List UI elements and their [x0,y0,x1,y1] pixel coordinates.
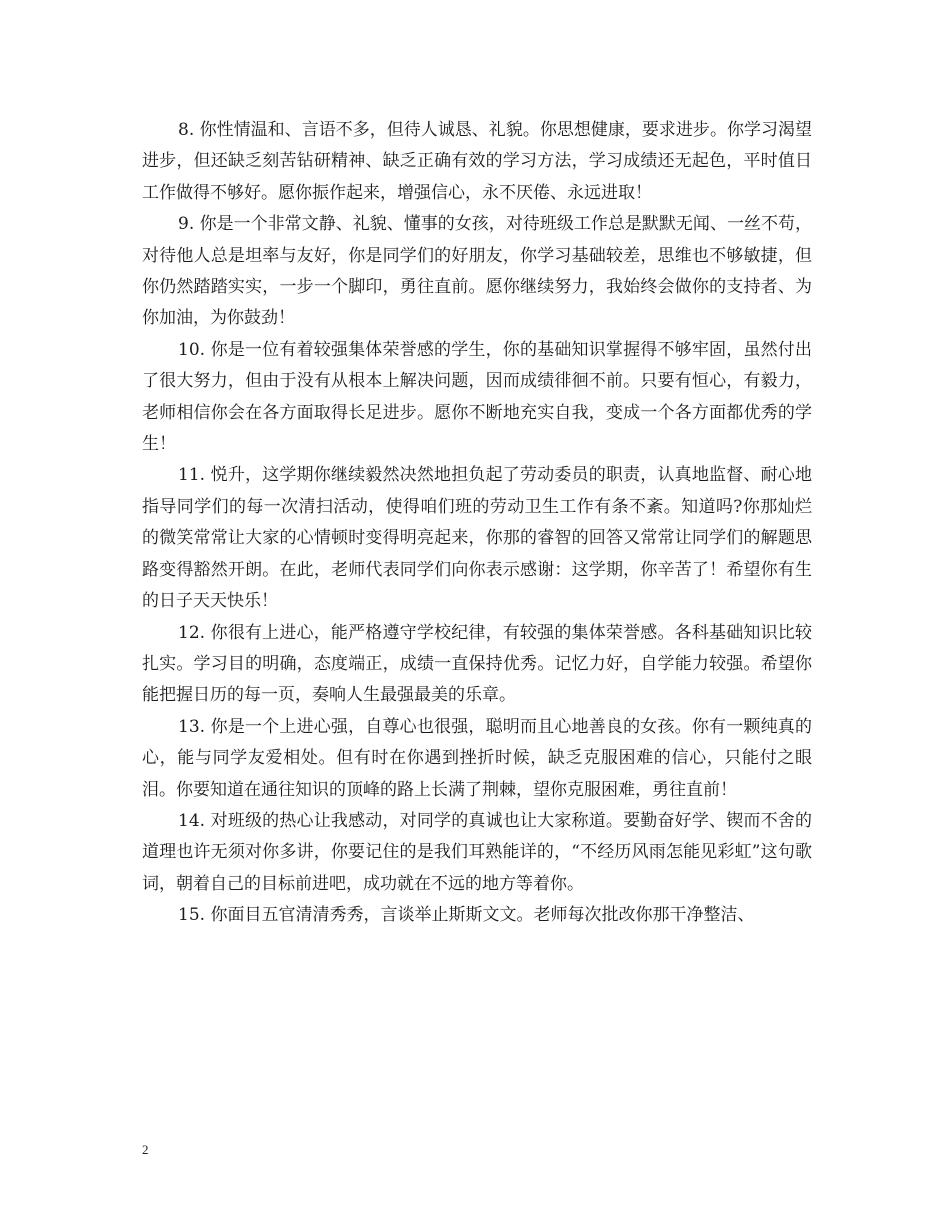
comment-paragraph-10: 10. 你是一位有着较强集体荣誉感的学生，你的基础知识掌握得不够牢固，虽然付出了很大努力，但由于没有从根本上解决问题，因而成绩徘徊不前。只要有恒心，有毅力，老师相信你会在各方面取得长足进步。愿你不断地充实自我，变成一个各方面都优秀的学生！ [142,339,812,455]
comment-paragraph-13: 13. 你是一个上进心强，自尊心也很强，聪明而且心地善良的女孩。你有一颗纯真的心，能与同学友爱相处。但有时在你遇到挫折时候，缺乏克服困难的信心，只能付之眼泪。你要知道在通往知识的顶峰的路上长满了荆棘，望你克服困难，勇往直前！ [142,716,812,800]
comment-paragraph-8: 8. 你性情温和、言语不多，但待人诚恳、礼貌。你思想健康，要求进步。你学习渴望进步，但还缺乏刻苦钻研精神、缺乏正确有效的学习方法，学习成绩还无起色，平时值日工作做得不够好。愿你振作起来，增强信心，永不厌倦、永远进取！ [142,120,812,203]
comment-paragraph-12: 12. 你很有上进心，能严格遵守学校纪律，有较强的集体荣誉感。各科基础知识比较扎实。学习目的明确，态度端正，成绩一直保持优秀。记忆力好，自学能力较强。希望你能把握日历的每一页，奏响人生最强最美的乐章。 [142,622,812,706]
comment-paragraph-14: 14. 对班级的热心让我感动，对同学的真诚也让大家称道。要勤奋好学、锲而不舍的道理也许无须对你多讲，你要记住的是我们耳熟能详的，“不经历风雨怎能见彩虹”这句歌词，朝着自己的目标前进吧，成功就在不远的地方等着你。 [142,810,812,894]
comment-paragraph-15: 15. 你面目五官清清秀秀，言谈举止斯斯文文。老师每次批改你那干净整洁、 [178,905,755,926]
comment-paragraph-9: 9. 你是一个非常文静、礼貌、懂事的女孩，对待班级工作总是默默无闻、一丝不苟，对待他人总是坦率与友好，你是同学们的好朋友，你学习基础较差，思维也不够敏捷，但你仍然踏踏实实，一步一个脚印，勇往直前。愿你继续努力，我始终会做你的支持者、为你加油，为你鼓劲！ [142,214,812,329]
page-number: 2 [142,1142,149,1157]
document-body [142,115,812,932]
comment-paragraph-11: 11. 悦升，这学期你继续毅然决然地担负起了劳动委员的职责，认真地监督、耐心地指导同学们的每一次清扫活动，使得咱们班的劳动卫生工作有条不紊。知道吗?你那灿烂的微笑常常让大家的心情顿时变得明亮起来，你那的睿智的回答又常常让同学们的解题思路变得豁然开朗。在此，老师代表同学们向你表示感谢：这学期，你辛苦了！希望你有生的日子天天快乐！ [142,465,812,612]
